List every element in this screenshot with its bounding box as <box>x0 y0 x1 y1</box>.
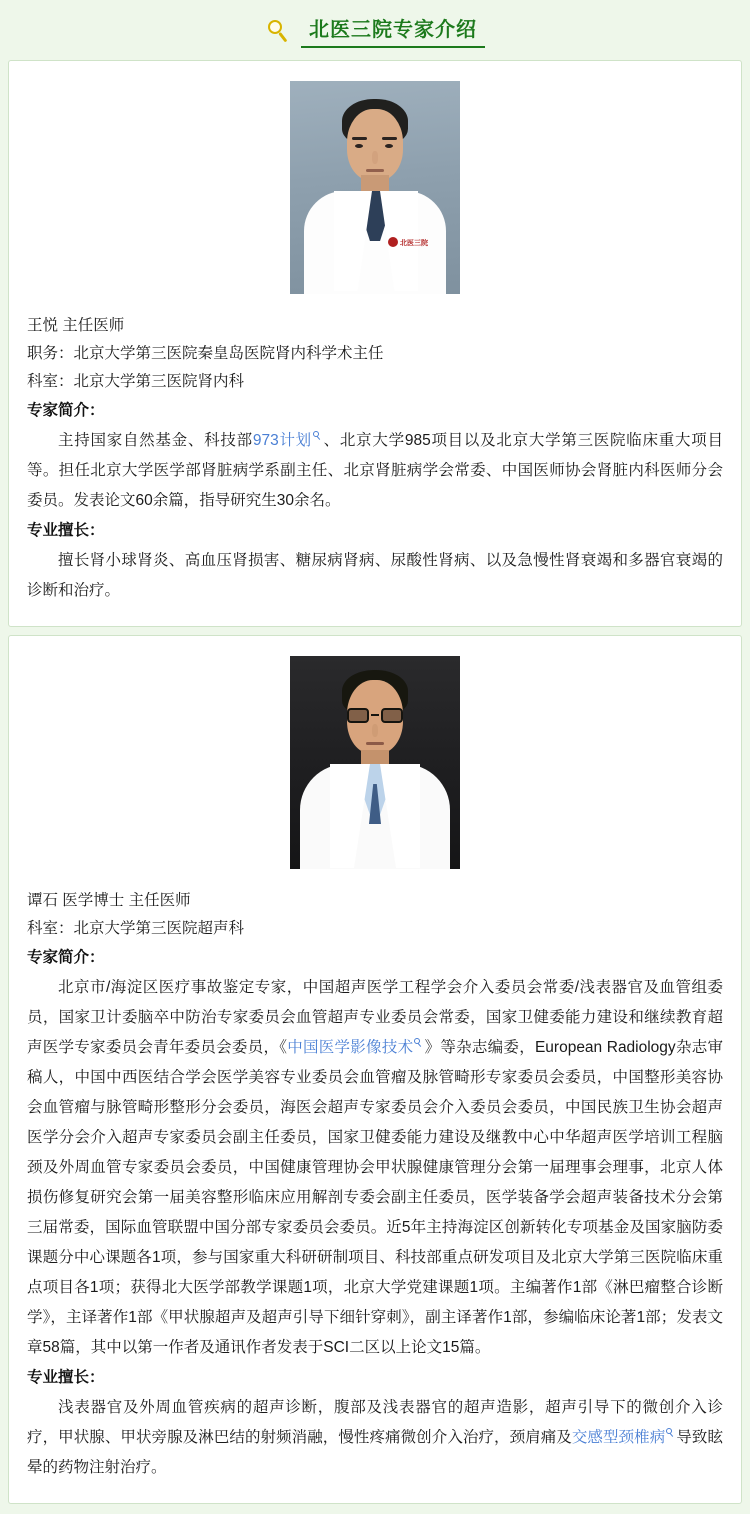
expert-position-value: 北京大学第三医院秦皇岛医院肾内科学术主任 <box>73 345 384 362</box>
expert-intro-text <box>27 426 723 516</box>
expert-skill-text <box>27 1393 723 1483</box>
expert-department-value: 北京大学第三医院肾内科 <box>73 373 245 390</box>
expert-department-label: 科室： <box>27 373 74 390</box>
intro-text-part1: 北京市/海淀区医疗事故鉴定专家，中国超声医学工程学会介入委员会常委/浅表器官及血管组委员，国家卫计委脑卒中防治专家委员会血管超声专业委员会常委，国家卫健委能力建设和继续教育超声医学专家委员会青年委员会委员，《 <box>27 979 723 1056</box>
expert-department <box>27 915 723 943</box>
expert-name: 谭石 医学博士 主任医师 <box>27 892 191 909</box>
expert-intro-title: 专家简介： <box>27 949 105 966</box>
keyword-label: 973计划 <box>252 432 312 449</box>
expert-skill-text: 擅长肾小球肾炎、高血压肾损害、糖尿病肾病、尿酸性肾病、以及急慢性肾衰竭和多器官衰竭的诊断和治疗。 <box>27 552 723 599</box>
expert-position-label: 职务： <box>27 345 74 362</box>
expert-department-label: 科室： <box>27 920 74 937</box>
expert-position <box>27 340 723 368</box>
page-title: 北医三院专家介绍 <box>301 16 485 48</box>
skill-text-part1: 浅表器官及外周血管疾病的超声诊断，腹部及浅表器官的超声造影，超声引导下的微创介入诊疗，甲状腺、甲状旁腺及淋巴结的射频消融，慢性疼痛微创介入治疗，颈肩痛及 <box>27 1399 723 1446</box>
skill-text-part2: 导致眩晕的药物注射治疗。 <box>27 1429 723 1476</box>
intro-text-part2: 》等杂志编委，European Radiology杂志审稿人，中国中西医结合学会医学美容专业委员会血管瘤及脉管畸形专家委员会委员，中国整形美容协会血管瘤与脉管畸形整形分会委员，海医会超声专家委员会介入委员会委员，中国民族卫生协会超声医学分会介入超声专家委员会副主任委员，国家卫健委能力建设及继教中心中华超声医学培训工程脑颈及外周血管专家委员会委员，中国健康管理协会甲状腺健康管理分会第一届理事会理事，北京人体损伤修复研究会第一届美容整形临床应用解剖专委会副主任委员，医学装备学会超声装备技术分会第三届常委，国际血管联盟中国分部专家委员会委员。近5年主持海淀区创新转化专项基金及国家脑防委课题分中心课题各1项，参与国家重大科研研制项目、科技部重点研发项目及北京大学第三医院临床重点项目各1项；获得北大医学部教学课题1项，北京大学党建课题1项。主编著作1部《淋巴瘤整合诊断学》，主译著作1部《甲状腺超声及超声引导下细针穿刺》，副主译著作1部，参编临床论著1部；发表文章58篇，其中以第一作者及通讯作者发表于SCI二区以上论文15篇。 <box>27 1039 723 1356</box>
expert-intro-text <box>27 973 723 1363</box>
expert-department <box>27 368 723 396</box>
expert-photo-wrap <box>27 77 723 312</box>
keyword-link[interactable] <box>287 1039 424 1056</box>
intro-text-part2: 、北京大学985项目以及北京大学第三医院临床重大项目等。担任北京大学医学部肾脏病学系副主任、北京肾脏病学会常委、中国医师协会肾脏内科医师分会委员。发表论文60余篇，指导研究生30余名。 <box>27 432 723 509</box>
keyword-search-icon <box>313 431 323 441</box>
expert-department-value: 北京大学第三医院超声科 <box>73 920 245 937</box>
expert-portrait-photo <box>290 656 460 869</box>
expert-skill-title: 专业擅长： <box>27 522 105 539</box>
glasses-icon <box>346 708 404 724</box>
keyword-search-icon <box>666 1428 676 1438</box>
expert-skill-title: 专业擅长： <box>27 1369 105 1386</box>
expert-portrait-photo: 北医三院 <box>290 81 460 294</box>
expert-photo-wrap <box>27 652 723 887</box>
keyword-link[interactable] <box>572 1429 676 1446</box>
intro-text-part1: 主持国家自然基金、科技部 <box>58 432 253 449</box>
expert-card <box>8 60 742 627</box>
expert-name: 王悦 主任医师 <box>27 317 125 334</box>
magnifier-icon <box>265 19 291 45</box>
keyword-label: 交感型颈椎病 <box>571 1429 666 1446</box>
keyword-search-icon <box>414 1038 424 1048</box>
keyword-link[interactable] <box>253 432 323 449</box>
expert-intro-title: 专家简介： <box>27 402 105 419</box>
page-header <box>8 8 742 52</box>
keyword-label: 中国医学影像技术 <box>287 1039 414 1056</box>
expert-card <box>8 635 742 1504</box>
